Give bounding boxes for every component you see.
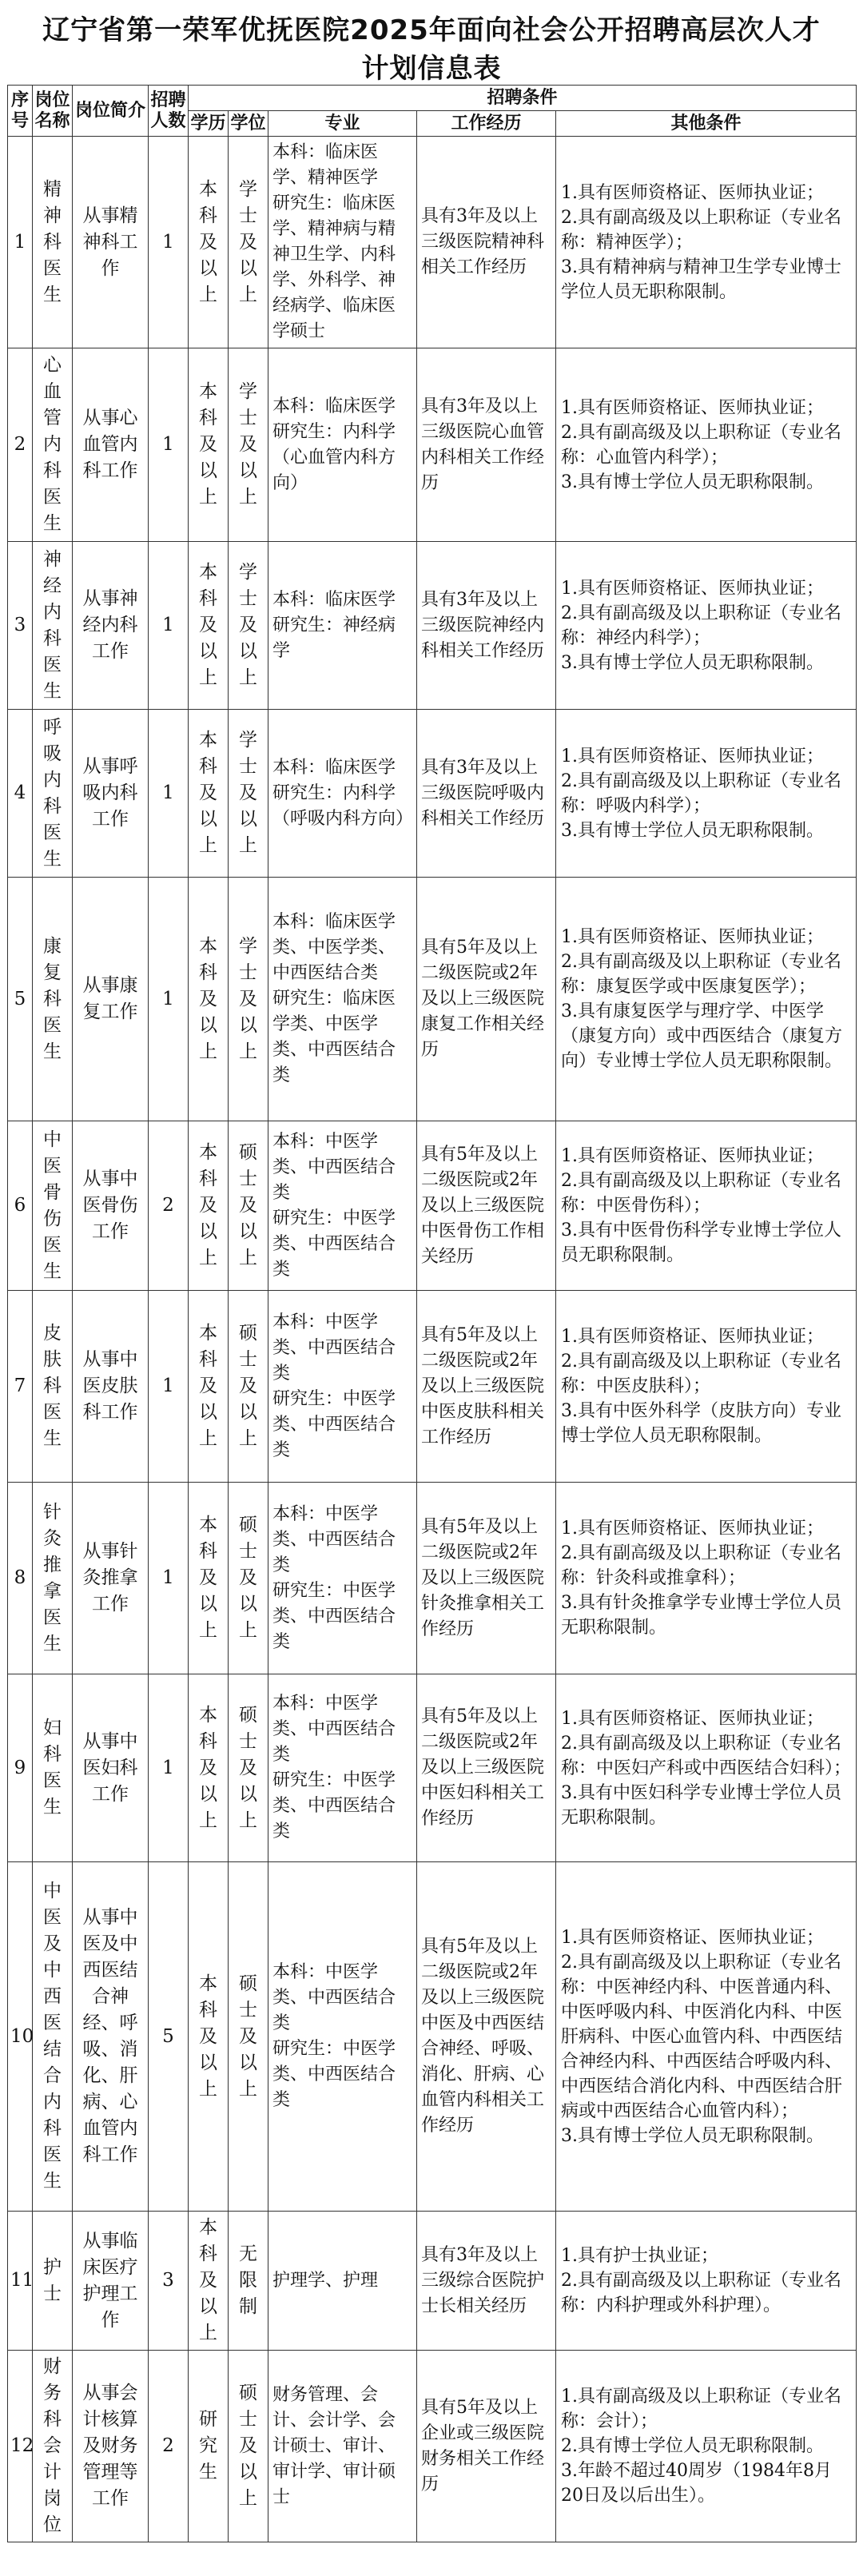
cell-major: 本科：中医学类、中西医结合类 研究生：中医学类、中西医结合类 xyxy=(268,1121,417,1291)
cell-count: 1 xyxy=(149,348,189,542)
cell-degree: 硕士及以上 xyxy=(229,1291,268,1483)
cell-experience: 具有5年及以上二级医院或2年及以上三级医院康复工作相关经历 xyxy=(417,878,556,1121)
table-row xyxy=(8,1121,857,1291)
table-row xyxy=(8,542,857,710)
cell-experience: 具有5年及以上二级医院或2年及以上三级医院中医及中西医结合神经、呼吸、消化、肝病、心血管内科相关工作经历 xyxy=(417,1862,556,2212)
cell-count: 3 xyxy=(149,2212,189,2351)
cell-position: 针灸推拿医生 xyxy=(33,1483,73,1674)
cell-degree: 硕士及以上 xyxy=(229,1674,268,1862)
header-intro: 岗位简介 xyxy=(73,86,149,137)
table-row xyxy=(8,348,857,542)
cell-major: 本科：中医学类、中西医结合类 研究生：中医学类、中西医结合类 xyxy=(268,1291,417,1483)
cell-degree: 学士及以上 xyxy=(229,878,268,1121)
cell-experience: 具有5年及以上二级医院或2年及以上三级医院中医皮肤科相关工作经历 xyxy=(417,1291,556,1483)
cell-degree: 学士及以上 xyxy=(229,710,268,878)
table-body xyxy=(8,137,857,2542)
cell-other: 1.具有副高级及以上职称证（专业名称：会计）； 2.具有博士学位人员无职称限制。 3.年龄不超过40周岁（1984年8月20日及以后出生）。 xyxy=(556,2351,857,2542)
cell-position: 皮肤科医生 xyxy=(33,1291,73,1483)
cell-other: 1.具有医师资格证、医师执业证； 2.具有副高级及以上职称证（专业名称：中医神经内科、中医普通内科、中医呼吸内科、中医消化内科、中医肝病科、中医心血管内科、中西医结合神经内科、中西医结合呼吸内科、中西医结合消化内科、中西医结合肝病或中西医结合心血管内科）； 3.具有博士学位人员无职称限制。 xyxy=(556,1862,857,2212)
cell-count: 2 xyxy=(149,2351,189,2542)
cell-degree: 学士及以上 xyxy=(229,137,268,348)
cell-position: 精神科医生 xyxy=(33,137,73,348)
cell-seq: 11 xyxy=(8,2212,33,2351)
cell-position: 护士 xyxy=(33,2212,73,2351)
cell-experience: 具有3年及以上三级医院神经内科相关工作经历 xyxy=(417,542,556,710)
cell-intro: 从事中医皮肤科工作 xyxy=(73,1291,149,1483)
cell-experience: 具有5年及以上企业或三级医院财务相关工作经历 xyxy=(417,2351,556,2542)
header-education: 学历 xyxy=(189,111,229,137)
cell-position: 心血管内科医生 xyxy=(33,348,73,542)
header-conditions: 招聘条件 xyxy=(189,86,857,111)
header-other: 其他条件 xyxy=(556,111,857,137)
cell-position: 康复科医生 xyxy=(33,878,73,1121)
cell-other: 1.具有医师资格证、医师执业证； 2.具有副高级及以上职称证（专业名称：中医皮肤科）； 3.具有中医外科学（皮肤方向）专业博士学位人员无职称限制。 xyxy=(556,1291,857,1483)
cell-seq: 9 xyxy=(8,1674,33,1862)
cell-major: 财务管理、会计、会计学、会计硕士、审计、审计学、审计硕士 xyxy=(268,2351,417,2542)
cell-degree: 学士及以上 xyxy=(229,348,268,542)
cell-intro: 从事康复工作 xyxy=(73,878,149,1121)
recruitment-table xyxy=(7,85,857,2542)
cell-count: 1 xyxy=(149,137,189,348)
cell-education: 本科及以上 xyxy=(189,542,229,710)
cell-position: 中医骨伤医生 xyxy=(33,1121,73,1291)
cell-other: 1.具有医师资格证、医师执业证； 2.具有副高级及以上职称证（专业名称：康复医学或中医康复医学）； 3.具有康复医学与理疗学、中医学（康复方向）或中西医结合（康复方向）专业博士学位人员无职称限制。 xyxy=(556,878,857,1121)
cell-count: 1 xyxy=(149,1291,189,1483)
header-degree: 学位 xyxy=(229,111,268,137)
cell-major: 护理学、护理 xyxy=(268,2212,417,2351)
table-row xyxy=(8,1483,857,1674)
cell-education: 研究生 xyxy=(189,2351,229,2542)
cell-other: 1.具有医师资格证、医师执业证； 2.具有副高级及以上职称证（专业名称：呼吸内科学）； 3.具有博士学位人员无职称限制。 xyxy=(556,710,857,878)
table-row xyxy=(8,1862,857,2212)
cell-education: 本科及以上 xyxy=(189,1483,229,1674)
cell-other: 1.具有医师资格证、医师执业证； 2.具有副高级及以上职称证（专业名称：心血管内科学）； 3.具有博士学位人员无职称限制。 xyxy=(556,348,857,542)
cell-experience: 具有5年及以上二级医院或2年及以上三级医院中医骨伤工作相关经历 xyxy=(417,1121,556,1291)
cell-education: 本科及以上 xyxy=(189,1674,229,1862)
table-row xyxy=(8,2351,857,2542)
cell-position: 呼吸内科医生 xyxy=(33,710,73,878)
cell-count: 1 xyxy=(149,1674,189,1862)
cell-other: 1.具有医师资格证、医师执业证； 2.具有副高级及以上职称证（专业名称：神经内科学）； 3.具有博士学位人员无职称限制。 xyxy=(556,542,857,710)
cell-count: 5 xyxy=(149,1862,189,2212)
header-count: 招聘人数 xyxy=(149,86,189,137)
cell-major: 本科：中医学类、中西医结合类 研究生：中医学类、中西医结合类 xyxy=(268,1674,417,1862)
cell-education: 本科及以上 xyxy=(189,878,229,1121)
cell-education: 本科及以上 xyxy=(189,1121,229,1291)
cell-education: 本科及以上 xyxy=(189,348,229,542)
cell-other: 1.具有医师资格证、医师执业证； 2.具有副高级及以上职称证（专业名称：精神医学）； 3.具有精神病与精神卫生学专业博士学位人员无职称限制。 xyxy=(556,137,857,348)
cell-seq: 1 xyxy=(8,137,33,348)
cell-other: 1.具有医师资格证、医师执业证； 2.具有副高级及以上职称证（专业名称：中医妇产科或中西医结合妇科）； 3.具有中医妇科学专业博士学位人员无职称限制。 xyxy=(556,1674,857,1862)
cell-intro: 从事神经内科工作 xyxy=(73,542,149,710)
cell-degree: 硕士及以上 xyxy=(229,1121,268,1291)
cell-seq: 5 xyxy=(8,878,33,1121)
cell-experience: 具有5年及以上二级医院或2年及以上三级医院中医妇科相关工作经历 xyxy=(417,1674,556,1862)
cell-education: 本科及以上 xyxy=(189,137,229,348)
cell-experience: 具有3年及以上三级综合医院护士长相关经历 xyxy=(417,2212,556,2351)
header-seq: 序号 xyxy=(8,86,33,137)
cell-intro: 从事精神科工作 xyxy=(73,137,149,348)
cell-education: 本科及以上 xyxy=(189,2212,229,2351)
cell-position: 中医及中西医结合内科医生 xyxy=(33,1862,73,2212)
cell-other: 1.具有医师资格证、医师执业证； 2.具有副高级及以上职称证（专业名称：中医骨伤科）； 3.具有中医骨伤科学专业博士学位人员无职称限制。 xyxy=(556,1121,857,1291)
cell-major: 本科：临床医学类、中医学类、中西医结合类 研究生：临床医学类、中医学类、中西医结合类 xyxy=(268,878,417,1121)
table-row xyxy=(8,710,857,878)
cell-other: 1.具有护士执业证； 2.具有副高级及以上职称证（专业名称：内科护理或外科护理）。 xyxy=(556,2212,857,2351)
cell-seq: 10 xyxy=(8,1862,33,2212)
cell-experience: 具有3年及以上三级医院呼吸内科相关工作经历 xyxy=(417,710,556,878)
table-row xyxy=(8,2212,857,2351)
cell-intro: 从事会计核算及财务管理等工作 xyxy=(73,2351,149,2542)
cell-education: 本科及以上 xyxy=(189,1862,229,2212)
cell-experience: 具有5年及以上二级医院或2年及以上三级医院针灸推拿相关工作经历 xyxy=(417,1483,556,1674)
cell-count: 1 xyxy=(149,710,189,878)
header-experience: 工作经历 xyxy=(417,111,556,137)
cell-other: 1.具有医师资格证、医师执业证； 2.具有副高级及以上职称证（专业名称：针灸科或推拿科）； 3.具有针灸推拿学专业博士学位人员无职称限制。 xyxy=(556,1483,857,1674)
cell-experience: 具有3年及以上三级医院心血管内科相关工作经历 xyxy=(417,348,556,542)
cell-seq: 12 xyxy=(8,2351,33,2542)
cell-seq: 2 xyxy=(8,348,33,542)
cell-count: 2 xyxy=(149,1121,189,1291)
cell-position: 神经内科医生 xyxy=(33,542,73,710)
table-row xyxy=(8,1674,857,1862)
cell-major: 本科：中医学类、中西医结合类 研究生：中医学类、中西医结合类 xyxy=(268,1483,417,1674)
table-row xyxy=(8,878,857,1121)
cell-count: 1 xyxy=(149,878,189,1121)
cell-experience: 具有3年及以上三级医院精神科相关工作经历 xyxy=(417,137,556,348)
title-line-1: 辽宁省第一荣军优抚医院2025年面向社会公开招聘高层次人才 xyxy=(42,14,821,46)
cell-major: 本科：临床医学 研究生：神经病学 xyxy=(268,542,417,710)
cell-seq: 8 xyxy=(8,1483,33,1674)
cell-intro: 从事呼吸内科工作 xyxy=(73,710,149,878)
cell-count: 1 xyxy=(149,1483,189,1674)
cell-degree: 硕士及以上 xyxy=(229,1862,268,2212)
cell-major: 本科：中医学类、中西医结合类 研究生：中医学类、中西医结合类 xyxy=(268,1862,417,2212)
cell-major: 本科：临床医学 研究生：内科学（呼吸内科方向） xyxy=(268,710,417,878)
cell-degree: 无限制 xyxy=(229,2212,268,2351)
cell-education: 本科及以上 xyxy=(189,1291,229,1483)
cell-seq: 3 xyxy=(8,542,33,710)
cell-intro: 从事临床医疗护理工作 xyxy=(73,2212,149,2351)
cell-intro: 从事针灸推拿工作 xyxy=(73,1483,149,1674)
cell-seq: 4 xyxy=(8,710,33,878)
header-position: 岗位名称 xyxy=(33,86,73,137)
cell-intro: 从事中医妇科工作 xyxy=(73,1674,149,1862)
cell-count: 1 xyxy=(149,542,189,710)
title-line-2: 计划信息表 xyxy=(361,53,502,85)
cell-position: 财务科会计岗位 xyxy=(33,2351,73,2542)
cell-seq: 6 xyxy=(8,1121,33,1291)
cell-position: 妇科医生 xyxy=(33,1674,73,1862)
cell-education: 本科及以上 xyxy=(189,710,229,878)
cell-degree: 硕士及以上 xyxy=(229,1483,268,1674)
cell-intro: 从事中医骨伤工作 xyxy=(73,1121,149,1291)
cell-seq: 7 xyxy=(8,1291,33,1483)
cell-intro: 从事中医及中西医结合神经、呼吸、消化、肝病、心血管内科工作 xyxy=(73,1862,149,2212)
document-title xyxy=(7,0,856,85)
cell-degree: 学士及以上 xyxy=(229,542,268,710)
cell-major: 本科：临床医学 研究生：内科学（心血管内科方向） xyxy=(268,348,417,542)
cell-major: 本科：临床医学、精神医学 研究生：临床医学、精神病与精神卫生学、内科学、外科学、神经病学、临床医学硕士 xyxy=(268,137,417,348)
header-major: 专业 xyxy=(268,111,417,137)
table-row xyxy=(8,1291,857,1483)
cell-intro: 从事心血管内科工作 xyxy=(73,348,149,542)
cell-degree: 硕士及以上 xyxy=(229,2351,268,2542)
table-row xyxy=(8,137,857,348)
